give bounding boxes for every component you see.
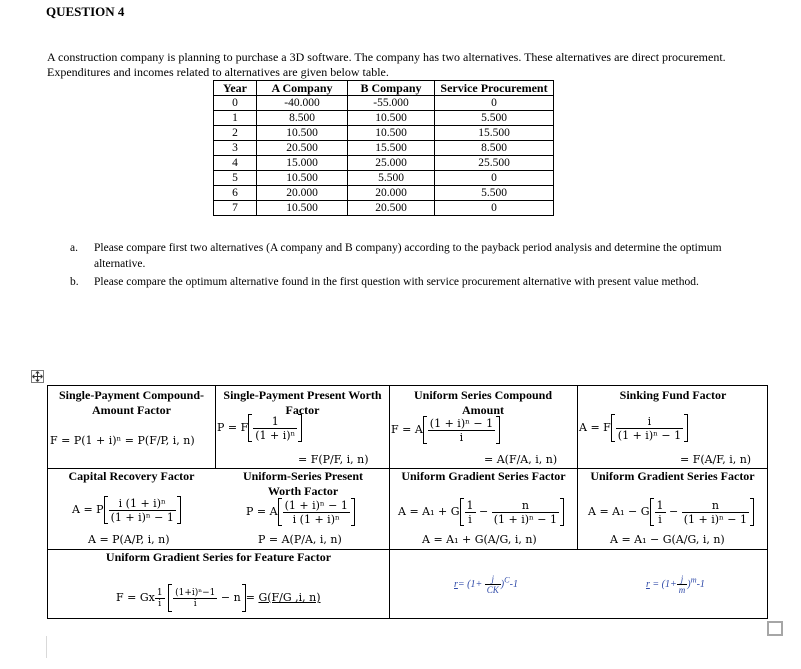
crf-notation: A = P(A/P, i, n) [88, 533, 170, 546]
cell-year: 5 [214, 171, 257, 186]
resize-handle[interactable] [767, 621, 783, 636]
cell-b: 25.000 [348, 156, 435, 171]
cell-b: 20.000 [348, 186, 435, 201]
uscaf-title: Uniform Series Compound Amount [413, 388, 552, 417]
cell-year: 3 [214, 141, 257, 156]
ugsff-notation: G(F/G ,i, n) [258, 591, 321, 604]
cell-service: 25.500 [435, 156, 554, 171]
uscaf-formula: F = A $\frac{\text{(1 + i)ⁿ − 1}}{i}$ [391, 416, 500, 444]
formula-table [47, 385, 768, 619]
cell-year: 1 [214, 111, 257, 126]
ugsf-notation-1: A = A₁ + G(A/G, i, n) [422, 533, 537, 546]
cell-a: 20.500 [257, 141, 348, 156]
col-service-procurement: Service Procurement [435, 81, 554, 96]
grid-line [389, 386, 390, 618]
ugsff-formula: F = Gx $\frac{1}{i}$ $\frac{\text{(1+i)ⁿ−1}}{i}$ − n = G(F/G ,i, n) [116, 584, 321, 612]
sppwf-title: Single-Payment Present Worth Factor [223, 388, 382, 417]
cell-service: 0 [435, 96, 554, 111]
ugsf-title-2: Uniform Gradient Series Factor [590, 469, 755, 483]
cell-year: 6 [214, 186, 257, 201]
cell-service: 0 [435, 171, 554, 186]
effective-rate-formula-2: r = (1+ $\frac{j}{m}$ )$^m$-1 [646, 574, 705, 595]
spcaf-formula: F = P(1 + i)ⁿ = P(F/P, i, n) [50, 434, 195, 447]
uspwf-title: Uniform-Series Present Worth Factor [242, 469, 364, 498]
sppwf-notation: = F(P/F, i, n) [298, 453, 369, 466]
ugsf-formula-2: A = A₁ − G $\frac{1}{i}$ − $\frac{n}{\text{(1 + i)ⁿ − 1}}$ [588, 498, 754, 526]
question-heading: QUESTION 4 [46, 4, 125, 19]
table-row [214, 156, 554, 171]
cell-b: 20.500 [348, 201, 435, 216]
cell-year: 0 [214, 96, 257, 111]
ugsff-title: Uniform Gradient Series for Feature Factor [105, 550, 332, 564]
table-row [214, 201, 554, 216]
cell-a: 10.500 [257, 126, 348, 141]
table-row [214, 96, 554, 111]
grid-line [215, 386, 216, 468]
question-b [70, 274, 752, 290]
cell-b: 5.500 [348, 171, 435, 186]
margin-marker [46, 636, 47, 658]
ugsf-formula-1: A = A₁ + G $\frac{1}{i}$ − $\frac{n}{\text{(1 + i)ⁿ − 1}}$ [398, 498, 564, 526]
uscaf-notation: = A(F/A, i, n) [484, 453, 558, 466]
cell-a: 10.500 [257, 201, 348, 216]
table-row [214, 141, 554, 156]
cell-year: 4 [214, 156, 257, 171]
cell-service: 5.500 [435, 186, 554, 201]
sff-notation: = F(A/F, i, n) [680, 453, 752, 466]
cell-service: 0 [435, 201, 554, 216]
sppwf-formula: P = F $\frac{1}{\text{(1 + i)ⁿ}}$ [217, 414, 302, 442]
cell-service: 8.500 [435, 141, 554, 156]
sff-title: Sinking Fund Factor [619, 388, 727, 402]
cell-b: 10.500 [348, 111, 435, 126]
cell-year: 2 [214, 126, 257, 141]
question-b-text: Please compare the optimum alternative found in the first question with service procurement alternative with present value method. [94, 276, 699, 288]
crf-title: Capital Recovery Factor [68, 469, 195, 483]
table-row [214, 126, 554, 141]
spcaf-title: Single-Payment Compound-Amount Factor [58, 388, 204, 417]
cell-a: -40.000 [257, 96, 348, 111]
cell-a: 20.000 [257, 186, 348, 201]
cell-b: 10.500 [348, 126, 435, 141]
question-a-label: a. [70, 242, 78, 254]
table-row [214, 186, 554, 201]
ugsf-notation-2: A = A₁ − G(A/G, i, n) [610, 533, 725, 546]
question-b-label: b. [70, 276, 79, 288]
col-b-company: B Company [348, 81, 435, 96]
cell-service: 5.500 [435, 111, 554, 126]
table-row [214, 171, 554, 186]
ugsf-title-1: Uniform Gradient Series Factor [401, 469, 566, 483]
question-a [70, 240, 752, 272]
effective-rate-formula-1: r= (1+ $\frac{j}{CK}$ )$^C$-1 [454, 574, 518, 595]
uspwf-formula: P = A $\frac{\text{(1 + i)ⁿ − 1}}{\text{i (1 + i)ⁿ}}$ [246, 498, 355, 526]
cell-service: 15.500 [435, 126, 554, 141]
sff-formula: A = F $\frac{i}{\text{(1 + i)ⁿ − 1}}$ [579, 414, 688, 442]
cell-b: -55.000 [348, 96, 435, 111]
col-a-company: A Company [257, 81, 348, 96]
cell-a: 8.500 [257, 111, 348, 126]
grid-line [577, 386, 578, 549]
table-move-handle[interactable] [31, 370, 44, 383]
question-a-text: Please compare first two alternatives (A company and B company) according to the payback period analysis and determine the optimum alternative. [94, 242, 722, 270]
col-year: Year [214, 81, 257, 96]
cell-a: 10.500 [257, 171, 348, 186]
table-header-row [214, 81, 554, 96]
intro-paragraph: A construction company is planning to purchase a 3D software. The company has two alternatives. These alternatives are direct procurement. Expenditures and incomes related to alternatives are given below table. [47, 50, 726, 79]
cell-b: 15.500 [348, 141, 435, 156]
move-arrows-icon [32, 371, 43, 382]
cashflow-table [213, 80, 554, 216]
uspwf-notation: P = A(P/A, i, n) [258, 533, 342, 546]
crf-formula: A = P $\frac{\text{i (1 + i)ⁿ}}{\text{(1 + i)ⁿ − 1}}$ [72, 496, 181, 524]
cell-year: 7 [214, 201, 257, 216]
cell-a: 15.000 [257, 156, 348, 171]
table-row [214, 111, 554, 126]
